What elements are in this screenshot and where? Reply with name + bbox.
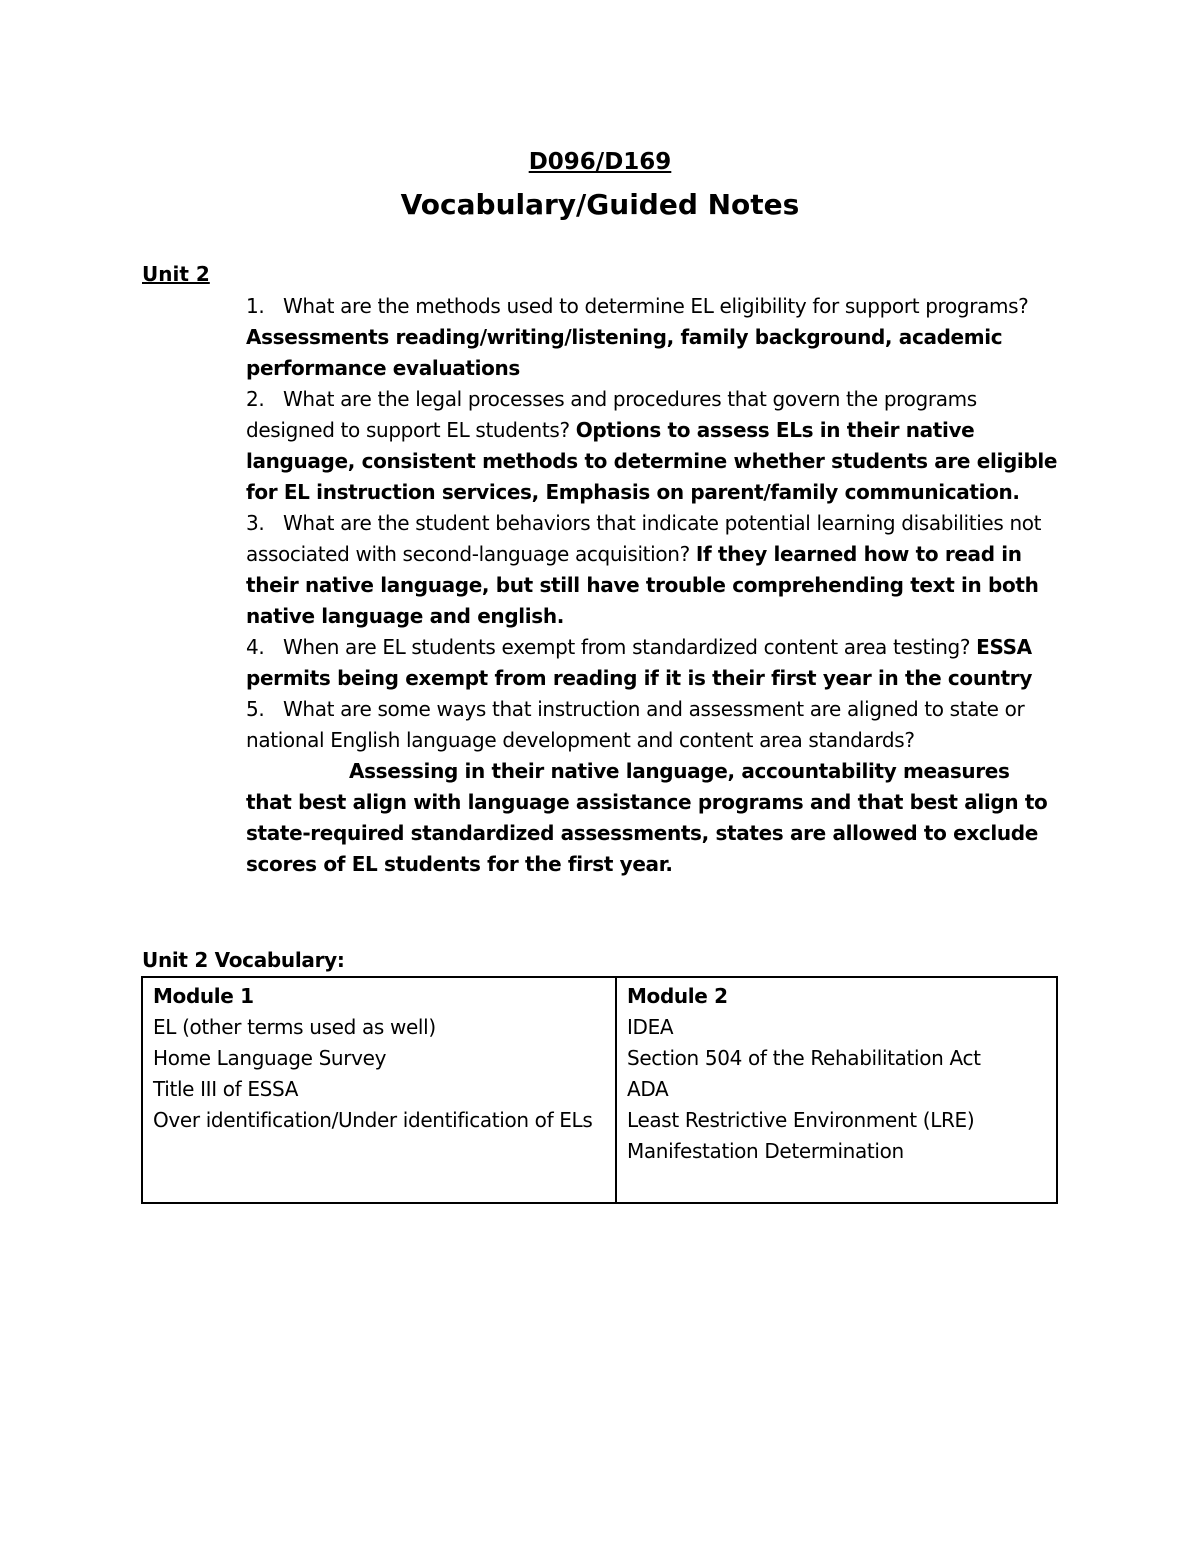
vocab-term: EL (other terms used as well) <box>153 1015 436 1039</box>
question-text: When are EL students exempt from standardized content area testing? <box>283 635 971 659</box>
question-number: 1. <box>246 294 265 318</box>
unit-heading: Unit 2 <box>142 262 210 286</box>
course-code-title: D096/D169 <box>528 149 672 175</box>
module-title: Module 2 <box>627 984 728 1008</box>
question-text: What are the student behaviors that indicate potential learning disabilities not associated with second-language acquisition? <box>246 511 1042 566</box>
answer-text: If they learned how to read in their native language, but still have trouble comprehending text in both native language and english. <box>246 542 1039 628</box>
question-item-3 <box>246 508 1061 632</box>
vocab-term: ADA <box>627 1077 669 1101</box>
vocab-term: IDEA <box>627 1015 674 1039</box>
module-2-cell <box>616 977 1057 1203</box>
question-number: 4. <box>246 635 265 659</box>
question-text: What are the methods used to determine EL eligibility for support programs? <box>283 294 1029 318</box>
vocab-term: Section 504 of the Rehabilitation Act <box>627 1046 981 1070</box>
question-text: What are some ways that instruction and assessment are aligned to state or national English language development and content area standards? <box>246 697 1025 752</box>
table-row <box>142 977 1057 1203</box>
answer-text: ESSA permits being exempt from reading if it is their first year in the country <box>246 635 1033 690</box>
questions-list <box>246 291 1061 880</box>
answer-text: Options to assess ELs in their native language, consistent methods to determine whether students are eligible for EL instruction services, Emphasis on parent/family communication. <box>246 418 1058 504</box>
answer-text: Assessments reading/writing/listening, family background, academic performance evaluations <box>246 325 1003 380</box>
question-number: 2. <box>246 387 265 411</box>
question-item-1 <box>246 291 1061 384</box>
vocabulary-table <box>141 976 1058 1204</box>
vocab-term: Least Restrictive Environment (LRE) <box>627 1108 975 1132</box>
module-1-cell <box>142 977 616 1203</box>
vocabulary-heading: Unit 2 Vocabulary: <box>142 948 345 972</box>
question-text: What are the legal processes and procedures that govern the programs designed to support EL students? <box>246 387 977 442</box>
question-item-5 <box>246 694 1061 880</box>
question-number: 3. <box>246 511 265 535</box>
vocab-term: Manifestation Determination <box>627 1139 904 1163</box>
page-title: Vocabulary/Guided Notes <box>400 188 800 221</box>
question-item-2 <box>246 384 1061 508</box>
module-title: Module 1 <box>153 984 254 1008</box>
question-number: 5. <box>246 697 265 721</box>
answer-text: Assessing in their native language, accountability measures that best align with language assistance programs and that best align to state-required standardized assessments, states are allowed to exclude scores of EL students for the first year. <box>246 759 1048 876</box>
vocab-term: Home Language Survey <box>153 1046 387 1070</box>
vocab-term: Over identification/Under identification of ELs <box>153 1108 593 1132</box>
question-item-4 <box>246 632 1061 694</box>
vocab-term: Title III of ESSA <box>153 1077 299 1101</box>
